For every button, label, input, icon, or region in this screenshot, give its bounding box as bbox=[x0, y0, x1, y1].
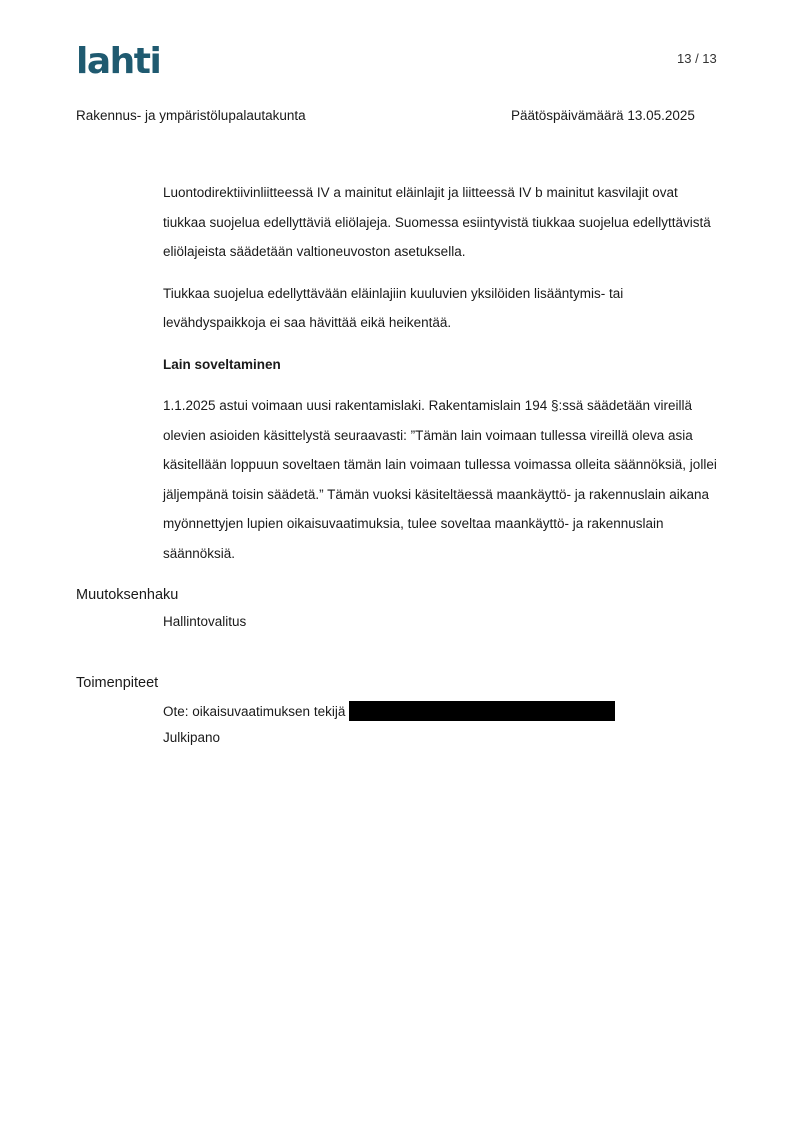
appeal-value: Hallintovalitus bbox=[163, 614, 247, 629]
body-paragraph: Tiukkaa suojelua edellyttävään eläinlajiin kuuluvien yksilöiden lisääntymis- tai levähdyspaikkoja ei saa hävittää eikä heikentää. bbox=[163, 285, 624, 330]
actions-heading: Toimenpiteet bbox=[76, 675, 159, 691]
law-paragraph: 1.1.2025 astui voimaan uusi rakentamislaki. Rakentamislain 194 §:ssä säädetään vireillä olevien asioiden käsittelystä seuraavasti: ”Tämän lain voimaan tullessa vireillä oleva asia käsitellään loppuun soveltaen tämän lain voimaan tullessa voimassa olleita säännöksiä, jollei jäljempänä toisin säädetä.” Tämän vuoksi käsiteltäessä maankäyttö- ja rakennuslain aikana myönnettyjen lupien oikaisuvaatimuksia, tulee soveltaa maankäyttö- ja rakennuslain säännöksiä. bbox=[163, 398, 717, 561]
section-subheading: Lain soveltaminen bbox=[163, 356, 281, 372]
committee-name: Rakennus- ja ympäristölupalautakunta bbox=[76, 108, 306, 123]
page-number: 13 / 13 bbox=[677, 51, 717, 66]
action-item-label: Ote: oikaisuvaatimuksen tekijä bbox=[163, 704, 346, 719]
redaction-box bbox=[349, 701, 615, 721]
body-paragraph: Luontodirektiivinliitteessä IV a mainitut eläinlajit ja liitteessä IV b mainitut kasvilajit ovat tiukkaa suojelua edellyttäviä eliölajeja. Suomessa esiintyvistä tiukkaa suojelua edellyttävistä eliölajeista säädetään valtioneuvoston asetuksella. bbox=[163, 185, 711, 259]
decision-date: Päätöspäivämäärä 13.05.2025 bbox=[511, 108, 695, 123]
lahti-logo: lahti bbox=[76, 41, 161, 82]
action-item-public-posting: Julkipano bbox=[163, 730, 221, 745]
body-text bbox=[163, 178, 723, 580]
appeal-heading: Muutoksenhaku bbox=[76, 587, 179, 603]
action-item-extract bbox=[163, 701, 615, 721]
